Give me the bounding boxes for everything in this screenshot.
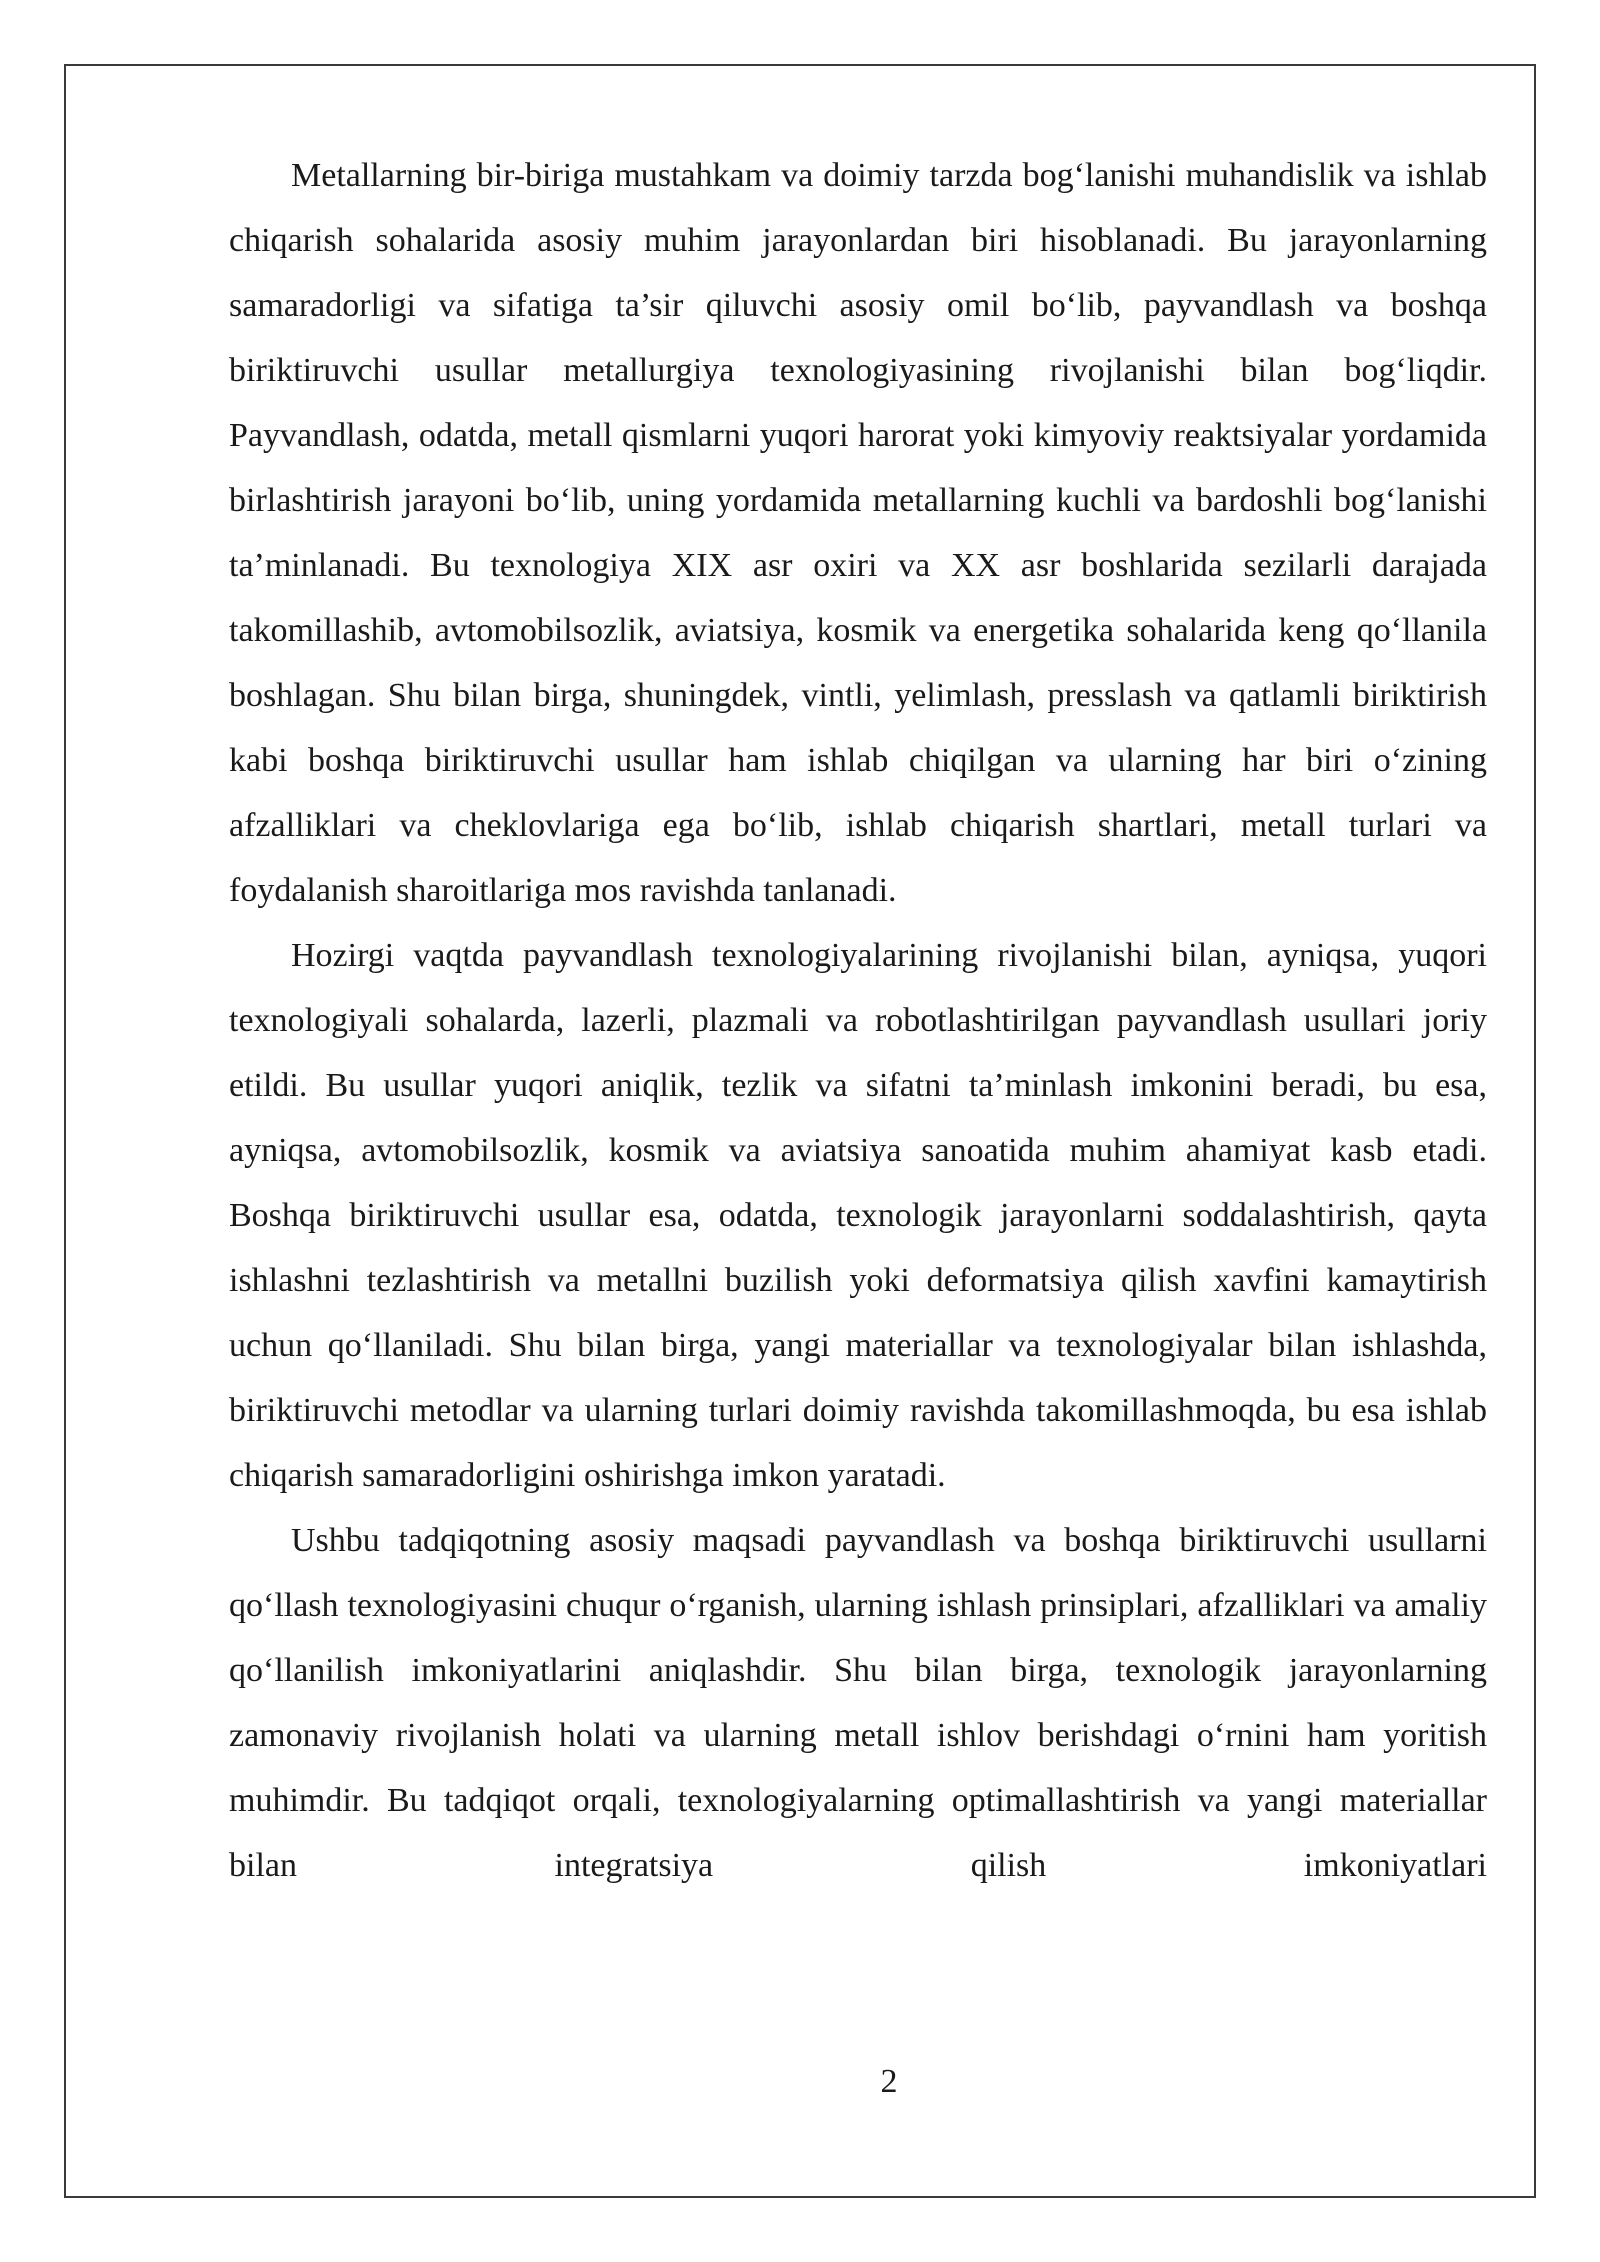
document-body: [229, 143, 1487, 1898]
paragraph-2: Hozirgi vaqtda payvandlash texnologiyalarining rivojlanishi bilan, ayniqsa, yuqori texnologiyali sohalarda, lazerli, plazmali va robotlashtirilgan payvandlash usullari joriy etildi. Bu usullar yuqori aniqlik, tezlik va sifatni ta’minlash imkonini beradi, bu esa, ayniqsa, avtomobilsozlik, kosmik va aviatsiya sanoatida muhim ahamiyat kasb etadi. Boshqa biriktiruvchi usullar esa, odatda, texnologik jarayonlarni soddalashtirish, qayta ishlashni tezlashtirish va metallni buzilish yoki deformatsiya qilish xavfini kamaytirish uchun qo‘llaniladi. Shu bilan birga, yangi materiallar va texnologiyalar bilan ishlashda, biriktiruvchi metodlar va ularning turlari doimiy ravishda takomillashmoqda, bu esa ishlab chiqarish samaradorligini oshirishga imkon yaratadi.: [229, 937, 1487, 1494]
page-number: 2: [880, 2063, 898, 2100]
paragraph-3: Ushbu tadqiqotning asosiy maqsadi payvandlash va boshqa biriktiruvchi usullarni qo‘llash texnologiyasini chuqur o‘rganish, ularning ishlash prinsiplari, afzalliklari va amaliy qo‘llanilish imkoniyatlarini aniqlashdir. Shu bilan birga, texnologik jarayonlarning zamonaviy rivojlanish holati va ularning metall ishlov berishdagi o‘rnini ham yoritish muhimdir. Bu tadqiqot orqali, texnologiyalarning optimallashtirish va yangi materiallar bilan integratsiya qilish imkoniyatlari: [229, 1522, 1487, 1884]
paragraph-1: Metallarning bir-biriga mustahkam va doimiy tarzda bog‘lanishi muhandislik va ishlab chiqarish sohalarida asosiy muhim jarayonlardan biri hisoblanadi. Bu jarayonlarning samaradorligi va sifatiga ta’sir qiluvchi asosiy omil bo‘lib, payvandlash va boshqa biriktiruvchi usullar metallurgiya texnologiyasining rivojlanishi bilan bog‘liqdir. Payvandlash, odatda, metall qismlarni yuqori harorat yoki kimyoviy reaktsiyalar yordamida birlashtirish jarayoni bo‘lib, uning yordamida metallarning kuchli va bardoshli bog‘lanishi ta’minlanadi. Bu texnologiya XIX asr oxiri va XX asr boshlarida sezilarli darajada takomillashib, avtomobilsozlik, aviatsiya, kosmik va energetika sohalarida keng qo‘llanila boshlagan. Shu bilan birga, shuningdek, vintli, yelimlash, presslash va qatlamli biriktirish kabi boshqa biriktiruvchi usullar ham ishlab chiqilgan va ularning har biri o‘zining afzalliklari va cheklovlariga ega bo‘lib, ishlab chiqarish shartlari, metall turlari va foydalanish sharoitlariga mos ravishda tanlanadi.: [229, 157, 1487, 909]
